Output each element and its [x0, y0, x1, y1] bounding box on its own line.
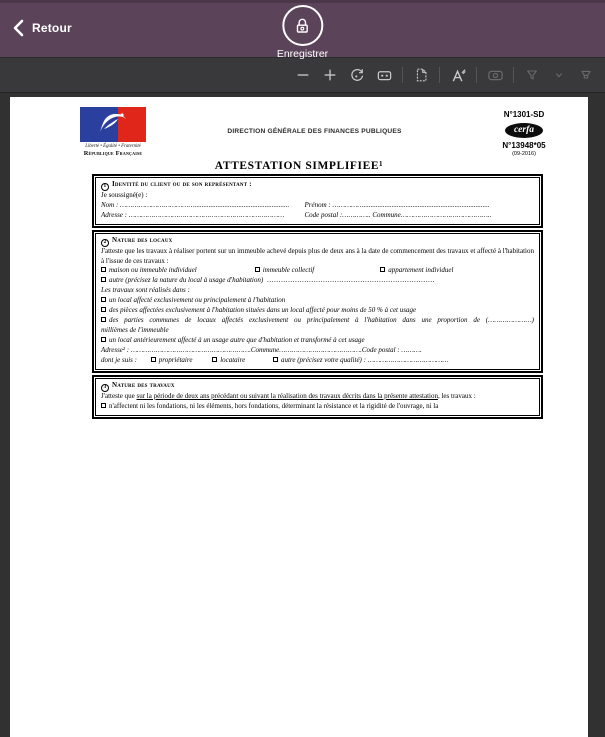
section2-intro: J'atteste que les travaux à réaliser portent sur un immeuble achevé depuis plus de deux ans à la date de commencement des travaux et affecté à l'habitation à l'issue de ces travaux :	[101, 246, 534, 265]
section3-heading: 3 Nature des travaux	[101, 381, 534, 392]
top-header	[0, 0, 605, 60]
back-button[interactable]	[12, 19, 72, 37]
section-nature-travaux	[95, 378, 540, 416]
parties-communes-line: des parties communes de locaux affectés exclusivement ou principalement à l'habitation dans une proportion de (…………………)	[101, 316, 534, 326]
more-options-button[interactable]	[550, 66, 568, 84]
section-identite-client	[95, 177, 540, 225]
republique-francaise-logo	[65, 107, 161, 157]
nom-field: Nom : ………………………………......................................................	[101, 200, 290, 209]
toolbar-divider	[513, 67, 514, 83]
checkbox-immeuble-collectif	[255, 267, 260, 272]
checkbox-local-anterieur	[101, 337, 106, 342]
highlighter-icon	[578, 67, 594, 83]
chevron-left-icon	[12, 19, 25, 37]
section2-number: 2	[101, 239, 109, 247]
font-annotation-button[interactable]	[449, 66, 467, 84]
section1-number: 1	[101, 183, 109, 191]
text-field-button[interactable]	[486, 66, 504, 84]
checkbox-local-affecte	[101, 297, 106, 302]
document-title: ATTESTATION SIMPLIFIEE¹	[214, 160, 384, 172]
toolbar	[0, 57, 605, 93]
chevron-down-icon	[553, 69, 565, 81]
cerfa-number: N°13948*05	[502, 141, 546, 150]
fit-width-icon	[376, 67, 393, 84]
dont-je-suis-line: dont je suis : propriétaire locataire autre (précisez votre qualité) : …………………………………	[101, 355, 449, 364]
back-label: Retour	[32, 21, 72, 35]
soussigne-line: Je soussigné(e) :	[101, 190, 148, 199]
autre-local-line: autre (précisez la nature du local à usage d'habitation) ………………………………………………………………	[101, 276, 534, 286]
french-flag-icon	[80, 107, 146, 142]
prenom-field: Prénom : ……………........................................................................	[304, 200, 490, 209]
fit-width-button[interactable]	[375, 66, 393, 84]
zoom-in-icon	[322, 67, 338, 83]
font-annotation-icon	[450, 67, 467, 84]
checkbox-autre-local	[101, 277, 106, 282]
document-viewer[interactable]	[0, 93, 605, 737]
zoom-in-button[interactable]	[321, 66, 339, 84]
locaux-type-checkbox-row: maison ou immeuble individuel immeuble collectif appartement individuel	[101, 266, 534, 276]
code-postal-commune-field: Code postal :………….. Commune……………………………………..	[304, 210, 492, 219]
lock-icon	[282, 5, 323, 46]
adresse-field: Adresse : …………………………………………………………………	[101, 210, 285, 219]
checkbox-pieces-affectees	[101, 307, 106, 312]
logo-motto: Liberté • Égalité • Fraternité	[85, 144, 141, 149]
checkbox-appartement	[380, 267, 385, 272]
single-page-icon	[413, 67, 429, 83]
document-page	[10, 97, 588, 737]
pieces-affectees-line: des pièces affectées exclusivement à l'habitation situées dans un local affecté pour moins de 50 % à cet usage	[101, 306, 534, 316]
checkbox-fondations	[101, 403, 106, 408]
section2-heading: 2 Nature des locaux	[101, 236, 534, 247]
document-header	[10, 107, 588, 157]
text-field-icon	[487, 67, 504, 84]
milliemes-line: millièmes de l'immeuble	[101, 326, 169, 335]
checkbox-locataire	[212, 357, 217, 362]
rotate-icon	[349, 67, 365, 83]
travaux-realises-line: Les travaux sont réalisés dans :	[101, 286, 190, 295]
checkbox-proprietaire	[151, 357, 156, 362]
section3-number: 3	[101, 384, 109, 392]
form-meta	[468, 107, 580, 157]
administration-title: DIRECTION GÉNÉRALE DES FINANCES PUBLIQUES	[227, 128, 402, 135]
zoom-out-icon	[295, 67, 311, 83]
filter-icon	[524, 67, 540, 83]
highlighter-button[interactable]	[577, 66, 595, 84]
cerfa-logo: cerfa	[505, 123, 543, 138]
save-label: Enregistrer	[276, 48, 329, 60]
single-page-button[interactable]	[412, 66, 430, 84]
zoom-out-button[interactable]	[294, 66, 312, 84]
form-number: N°1301-SD	[503, 110, 545, 119]
toolbar-divider	[476, 67, 477, 83]
checkbox-parties-communes	[101, 317, 106, 322]
section3-intro: J'atteste que sur la période de deux ans précédant ou suivant la réalisation des travaux décrits dans la présente attestation, les travaux :	[101, 391, 476, 400]
save-button[interactable]	[277, 5, 328, 60]
fondations-line: n'affectent ni les fondations, ni les éléments, hors fondations, déterminant la résistance et la rigidité de l'ouvrage, ni la	[101, 402, 534, 412]
checkbox-maison	[101, 267, 106, 272]
logo-republic: République Française	[83, 150, 143, 157]
section-nature-locaux	[95, 233, 540, 370]
cerfa-date: (09-2016)	[512, 151, 536, 157]
section1-heading: 1 Identité du client ou de son représentant :	[101, 180, 534, 191]
filter-button[interactable]	[523, 66, 541, 84]
toolbar-divider	[439, 67, 440, 83]
adresse2-line: Adresse² : ………………………………………………….Commune………………………………….Code postal : ……….	[101, 345, 422, 354]
toolbar-divider	[402, 67, 403, 83]
local-anterieur-line: un local antérieurement affecté à un usage autre que d'habitation et transformé à cet usage	[101, 336, 534, 346]
local-affecte-line: un local affecté exclusivement ou principalement à l'habitation	[101, 296, 534, 306]
checkbox-autre-qualite	[273, 357, 278, 362]
rotate-button[interactable]	[348, 66, 366, 84]
